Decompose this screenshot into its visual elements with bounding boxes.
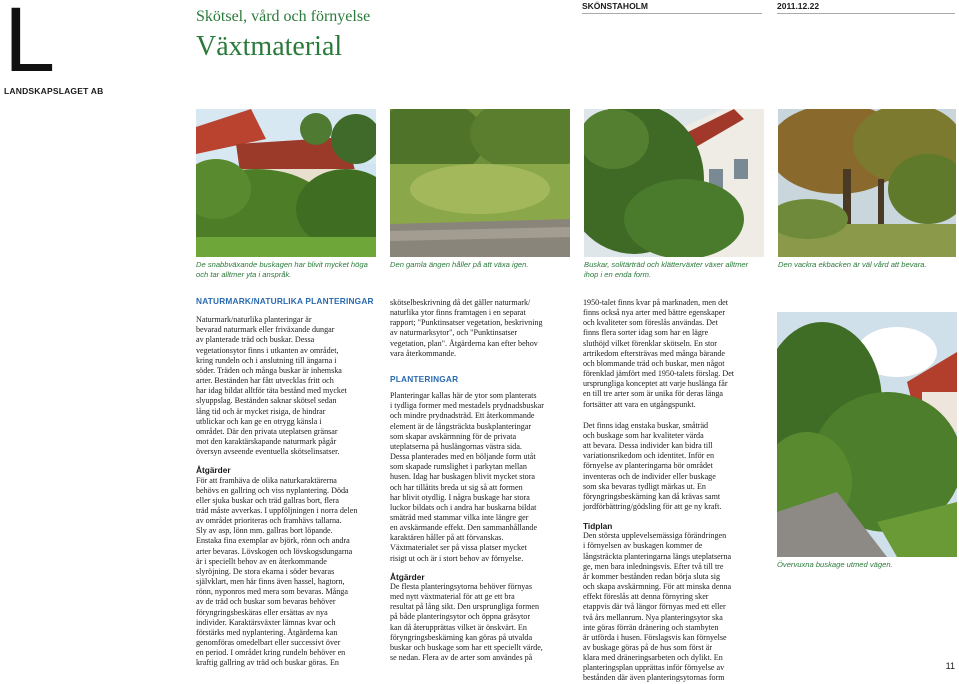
photo-caption: Övervuxna buskage utmed vägen. — [777, 560, 893, 569]
text-line: effekt föreslås att denna förnyring sker — [583, 592, 709, 602]
text-line: karaktären håller på att förvanskas. — [390, 533, 504, 543]
text-line: har idag bildat alltför täta bestånd med mycket — [196, 386, 347, 396]
subheading: Tidplan — [583, 521, 613, 532]
text-line: med nytt växtmaterial för att ge ett bra — [390, 592, 515, 602]
text-line: och mindre prydnadsträd. Ett återkommande — [390, 411, 535, 421]
text-line: rönn, nyponros med mera som bevaras. Många — [196, 587, 348, 597]
subheading: Åtgärder — [390, 571, 425, 582]
text-line: buskar och buskage som har ett speciellt värde, — [390, 642, 543, 652]
text-line: arter. Beständen har fått utvecklas fritt och — [196, 376, 334, 386]
text-line: översyn avseende eventuella skötselinsatser. — [196, 447, 340, 457]
paragraph — [196, 315, 384, 457]
text-line: uteplatserna på huslängornas västra sida. — [390, 441, 522, 451]
text-line: Växtmaterialet ser på vissa platser mycket — [390, 543, 527, 553]
text-line: artrikedom eftersträvas med många bärande — [583, 348, 726, 358]
text-line: etappvis där två längor förnyas med ett eller — [583, 602, 726, 612]
text-line: som skapade rumslighet i parkytan mellan — [390, 462, 527, 472]
text-line: har blivit otydlig. I några buskage har stora — [390, 492, 530, 502]
header-divider — [777, 13, 955, 14]
text-line: skötselbeskrivning då det gäller naturmark/ — [390, 298, 531, 307]
text-line: långsträckta planteringarna längs uteplatserna — [583, 551, 732, 561]
header-divider — [582, 13, 762, 14]
text-line: vara återkommande. — [390, 348, 457, 358]
text-line: klara med dräneringsarbeten och dylikt. En — [583, 653, 723, 663]
text-line: söder. Träden och många buskar är inhemska — [196, 365, 342, 375]
text-line: sluthöjd vilket förenklar skötseln. En stor — [583, 338, 717, 348]
text-line: arter bevaras. Lövskogen och lövskogsdungarna — [196, 546, 353, 556]
text-line: finns flera sorter idag som har en lägre — [583, 328, 709, 338]
text-line: en period. I området kring rundeln behöver en — [196, 648, 346, 658]
text-line: av buskage göras på de hus som först är — [583, 643, 713, 652]
text-line: och skapa avskärmning. För att minska denna — [583, 582, 732, 592]
text-line: behövs en gallring och viss nyplantering. Döda — [196, 485, 349, 495]
text-line: smäträd med stammar vilka inte längre ger — [390, 512, 529, 522]
text-line: är utförda i husen. Förslagsvis kan förnyelse — [583, 632, 727, 642]
logo-letter: L — [4, 0, 56, 91]
text-line: element är de långsträckta buskplanteringar — [390, 421, 532, 431]
text-line: Naturmark/naturlika planteringar är — [196, 315, 312, 325]
text-line: området. Där den privata uteplatsen gränsar — [196, 426, 338, 436]
text-line: bestånden där även planteringsytornas form — [583, 673, 725, 683]
text-line: föryngringsbeskärning kan då krävas samt — [583, 491, 721, 501]
photo-overgrown-road — [777, 312, 957, 557]
text-line: en till tre arter som är unika för deras länga — [583, 389, 724, 399]
text-line: kraftig gallring av träd och buskar göras. En — [196, 658, 339, 668]
paragraph — [390, 582, 578, 663]
text-line: och kvaliteter som föreslås användas. Det — [583, 318, 718, 328]
text-line: resultat på lång sikt. Den ursprungliga formen — [390, 602, 540, 612]
text-line: Dessa planterades med en böljande form utåt — [390, 452, 536, 462]
photo-meadow — [390, 109, 570, 257]
text-line: föryngringsbeskäras eller ersättas av nya — [196, 607, 328, 617]
text-line: ursprungliga konceptet att varje huslänga får — [583, 379, 728, 389]
text-line: fortsätter att vara en utgångspunkt. — [583, 399, 696, 409]
text-line: som skapar avskärmning för de privata — [390, 431, 517, 441]
text-line: genomföras omedelbart eller successivt över — [196, 638, 341, 647]
text-line: förnyelse av planteringarna bör området — [583, 461, 713, 471]
text-line: är i speciellt behov av en återkommande — [196, 556, 327, 566]
text-line: mot den karaktärskapande naturmark pågår — [196, 437, 337, 447]
text-line: För att framhäva de olika naturkaraktärerna — [196, 475, 337, 485]
text-line: förenklad jämfört med 1950-talets förslag. Det — [583, 369, 735, 379]
paragraph — [390, 298, 578, 359]
text-line: och blommande träd och buskar, men något — [583, 358, 725, 368]
section-heading: PLANTERINGAR — [390, 373, 459, 384]
text-line: av planterade träd och buskar. Dessa — [196, 335, 315, 345]
text-line: rapport; "Punktinsatser vegetation, beskrivning — [390, 318, 543, 328]
text-line: risigt ut och är i stort behov av förnyelse. — [390, 553, 524, 563]
text-line: Sly av asp, lönn mm. gallras bort löpande. — [196, 526, 333, 536]
page-number: 11 — [945, 661, 955, 671]
text-line: Enstaka fina exemplar av björk, rönn och andra — [196, 536, 350, 546]
text-line: ge, men bara inledningsvis. Efter två till tre — [583, 561, 724, 571]
text-line: lång tid och är mycket risiga, de hindrar — [196, 406, 326, 416]
photo-caption: Den vackra ekbacken är väl vård att bevara. — [778, 260, 927, 269]
text-line: föryngringsbeskärning kan göras på utvalda — [390, 632, 533, 642]
text-line: bevarad naturmark eller friväxande dungar — [196, 325, 335, 335]
text-line: se nedan. Flera av de arter som användes på — [390, 653, 533, 662]
section-heading: NATURMARK/NATURLIKA PLANTERINGAR — [196, 296, 374, 306]
text-line: luckor bildats och i andra har buskarna bildat — [390, 502, 537, 512]
photo-house-climbers — [584, 109, 764, 257]
text-line: naturlika ytor finns framtagen i en separat — [390, 308, 526, 318]
text-line: Planteringar kallas här de ytor som planterats — [390, 391, 537, 401]
text-line: vegetation, plan". Åtgärderna kan efter behov — [390, 338, 538, 348]
text-line: eller sjuka buskar och träd gallras bort, flera — [196, 495, 339, 505]
text-line: jordförbättring/gödsling för att ge ny kraft. — [583, 501, 722, 511]
text-line: av naturmarksytor", och "Punktinsatser — [390, 328, 518, 338]
text-line: två års mellanrum. Nya planteringsytor ska — [583, 612, 723, 622]
page-subtitle: Skötsel, vård och förnyelse — [196, 8, 371, 25]
subheading: Åtgärder — [196, 465, 231, 476]
text-line: inventeras och de individer eller buskage — [583, 471, 716, 481]
photo-caption: Den gamla ängen håller på att växa igen. — [390, 260, 529, 269]
text-line: och buskage som har kvaliteter värda — [583, 430, 704, 440]
text-line: Den största upplevelsemässiga förändringen — [583, 531, 727, 541]
text-line: individer. Karaktärsväxter lämnas kvar och — [196, 617, 336, 627]
text-line: 1950-talet finns kvar på marknaden, men det — [583, 298, 728, 307]
text-line: inte göras förrän dränering och stambyten — [583, 622, 719, 632]
text-line: en avskärmande effekt. Den sammanhållande — [390, 523, 538, 533]
text-line: finns också nya arter med bättre egenskaper — [583, 308, 726, 318]
page-title: Växtmaterial — [196, 31, 343, 62]
paragraph — [583, 421, 771, 512]
photo-caption: Buskar, solitärträd och klätterväxter växer alltmer ihop i en enda form. — [584, 260, 749, 279]
photo-shrubs — [196, 109, 376, 257]
header-place: SKÖNSTAHOLM — [582, 1, 648, 11]
text-line: De flesta planteringsytorna behöver förnyas — [390, 581, 533, 591]
photo-oak-hill — [778, 109, 956, 257]
text-line: slyuppslag. Beständen saknar skötsel sedan — [196, 396, 337, 406]
text-line: i tydliga former med mestadels prydnadsbuskar — [390, 401, 544, 411]
text-line: kan då återupprättas vilket är önskvärt. En — [390, 622, 527, 632]
text-line: att bevara. Dessa individer kan bidra till — [583, 441, 713, 451]
text-line: förstärks med nyplantering. Åtgärderna kan — [196, 627, 338, 637]
paragraph — [390, 391, 578, 564]
text-line: träd måste avverkas. I uppföljningen i norra delen — [196, 505, 358, 515]
text-line: på både planteringsytor och öppna gräsytor — [390, 612, 531, 622]
text-line: år kommer bestånden redan börja sluta sig — [583, 571, 721, 581]
column-3 — [583, 298, 771, 684]
header-date: 2011.12.22 — [777, 1, 820, 11]
text-line: utblickar och kan ge en otrygg känsla i — [196, 416, 322, 426]
text-line: slyröjning. De stora ekarna i söder bevaras — [196, 566, 335, 576]
text-line: av området prioriteras och framhävs tallarna. — [196, 516, 342, 526]
photo-caption: De snabbväxande buskagen har blivit mycket höga och tar alltmer yta i anspråk. — [196, 260, 368, 279]
text-line: av de träd och buskar som bevaras behöver — [196, 597, 336, 607]
text-line: som ska bevaras tydligt märkas ut. En — [583, 481, 706, 491]
brand-name: LANDSKAPSLAGET AB — [4, 86, 104, 96]
text-line: självklart, men här finns även hassel, hagtorn, — [196, 577, 345, 587]
column-2 — [390, 298, 578, 663]
paragraph — [583, 531, 771, 683]
text-line: variationsrikedom och identitet. Inför en — [583, 451, 715, 461]
text-line: planteringsplan upprättas inför förnyelse av — [583, 663, 725, 673]
text-line: Det finns idag enstaka buskar, småträd — [583, 420, 709, 430]
paragraph — [583, 298, 771, 410]
text-line: vegetationsytor finns i utkanten av området, — [196, 345, 339, 355]
column-1 — [196, 296, 384, 668]
text-line: husen. Idag har buskagen blivit mycket stora — [390, 472, 535, 482]
text-line: kring rundeln och i anslutning till ängarna i — [196, 355, 337, 365]
text-line: i förnyelsen av buskagen kommer de — [583, 541, 703, 551]
text-line: och har tillåtits breda ut sig så att formen — [390, 482, 523, 492]
paragraph — [196, 476, 384, 669]
